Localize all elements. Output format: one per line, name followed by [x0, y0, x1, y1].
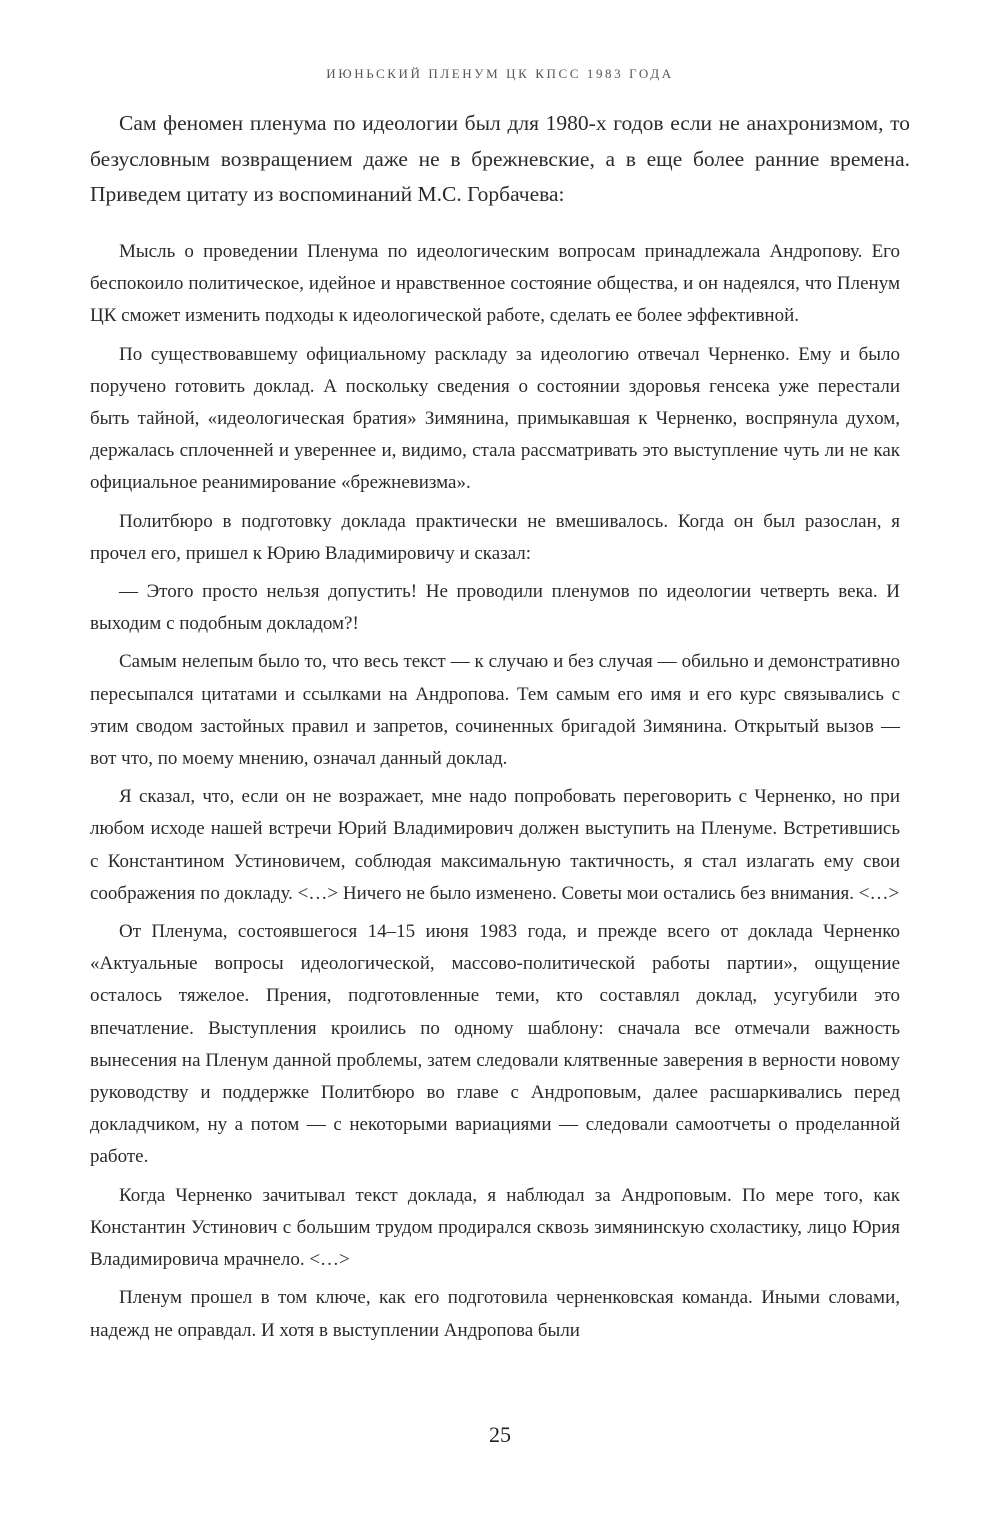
intro-paragraph: Сам феномен пленума по идеологии был для 1980-х годов если не анахронизмом, то безусловным возвращением даже не в брежневские, а в еще более ранние времена. Приведем цитату из воспоминаний М.С. Горбачева: — [90, 111, 910, 206]
quote-paragraph: Когда Черненко зачитывал текст доклада, я наблюдал за Андроповым. По мере того, как Константин Устинович с большим трудом продирался сквозь зимянинскую схоластику, лицо Юрия Владимировича мрачнело. <…> — [90, 1184, 900, 1271]
quote-paragraph: Я сказал, что, если он не возражает, мне надо попробовать переговорить с Черненко, но при любом исходе нашей встречи Юрий Владимирович должен выступить на Пленуме. Встретившись с Константином Устиновичем, соблюдая максимальную тактичность, я стал излагать ему свои соображения по докладу. <…> Ничего не было изменено. Советы мои остались без внимания. <…> — [90, 786, 900, 904]
quote-paragraph: — Этого просто нельзя допустить! Не проводили пленумов по идеологии четверть века. И выходим с подобным докладом?! — [90, 581, 900, 635]
page-number: 25 — [489, 1422, 511, 1447]
quote-paragraph: От Пленума, состоявшегося 14–15 июня 1983 года, и прежде всего от доклада Черненко «Актуальные вопросы идеологической, массово-политической работы партии», ощущение осталось тяжелое. Прения, подготовленные теми, кто составлял доклад, усугубили это впечатление. Выступления кроились по одному шаблону: сначала все отмечали важность вынесения на Пленум данной проблемы, затем следовали клятвенные заверения в верности новому руководству и поддержке Политбюро во главе с Андроповым, далее расшаркивались перед докладчиком, ну а потом — с некоторыми вариациями — следовали самоотчеты о проделанной работе. — [90, 921, 900, 1168]
quote-paragraph: Политбюро в подготовку доклада практически не вмешивалось. Когда он был разослан, я прочел его, пришел к Юрию Владимировичу и сказал: — [90, 510, 900, 564]
running-head: ИЮНЬСКИЙ ПЛЕНУМ ЦК КПСС 1983 ГОДА — [326, 66, 674, 81]
quote-paragraph: Пленум прошел в том ключе, как его подготовила черненковская команда. Иными словами, надежд не оправдал. И хотя в выступлении Андропова были — [90, 1287, 900, 1341]
quote-paragraph: Мысль о проведении Пленума по идеологическим вопросам принадлежала Андропову. Его беспокоило политическое, идейное и нравственное состояние общества, и он надеялся, что Пленум ЦК сможет изменить подходы к идеологической работе, сделать ее более эффективной. — [90, 241, 900, 327]
block-quote — [90, 236, 900, 1353]
quote-paragraph: Самым нелепым было то, что весь текст — к случаю и без случая — обильно и демонстративно пересыпался цитатами и ссылками на Андропова. Тем самым его имя и его курс связывались с этим сводом застойных правил и запретов, сочиненных бригадой Зимянина. Открытый вызов — вот что, по моему мнению, означал данный доклад. — [90, 651, 900, 770]
quote-paragraph: По существовавшему официальному раскладу за идеологию отвечал Черненко. Ему и было поручено готовить доклад. А поскольку сведения о состоянии здоровья генсека уже перестали быть тайной, «идеологическая братия» Зимянина, примыкавшая к Черненко, воспрянула духом, держалась сплоченней и увереннее и, видимо, стала рассматривать это выступление чуть ли не как официальное реанимирование «брежневизма». — [90, 343, 900, 494]
